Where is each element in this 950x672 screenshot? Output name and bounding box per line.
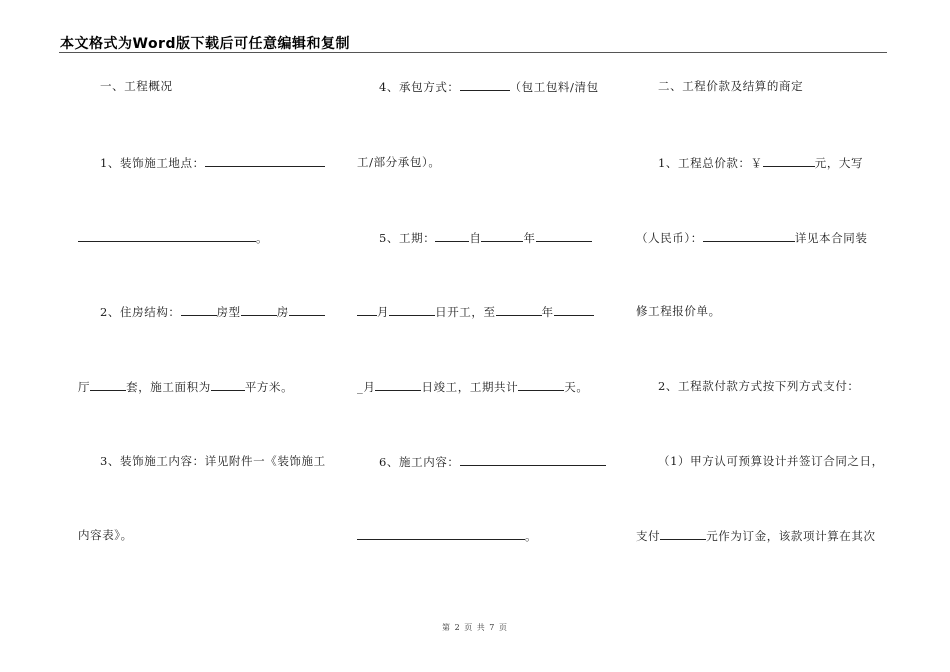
text-hall: 厅 <box>78 380 91 394</box>
text-pay: 支付 <box>636 529 661 543</box>
blank-construction-content <box>460 454 606 466</box>
field-label: 5、工期： <box>379 231 436 245</box>
blank-location-cont <box>78 230 256 242</box>
field-contract-method <box>357 79 599 94</box>
page-number: 第 2 页 共 7 页 <box>442 623 508 632</box>
field-payment-term-1: （1）甲方认可预算设计并签订合同之日， <box>658 454 884 468</box>
blank-end-month <box>554 304 594 316</box>
text-yuan-capital: 元，大写 <box>814 156 864 170</box>
blank-month-lead <box>357 304 377 316</box>
field-construction-content-continued <box>357 528 537 543</box>
text-contract-options: （包工包料/清包 <box>509 80 599 94</box>
text-area-label: 套，施工面积为 <box>126 380 211 394</box>
blank-construction-content-cont <box>357 528 525 540</box>
text-room-type: 房型 <box>216 305 241 319</box>
text-start-to: 日开工，至 <box>435 305 496 319</box>
field-construction-content <box>357 454 606 469</box>
blank-start-month <box>536 230 592 242</box>
blank-start-day <box>389 304 435 316</box>
field-payment-term-1-continued <box>636 528 876 543</box>
blank-end-year <box>496 304 542 316</box>
field-total-price <box>636 155 863 170</box>
text-year: 年 <box>523 231 536 245</box>
text-from: 自 <box>469 231 482 245</box>
blank-contract-method <box>460 79 510 91</box>
blank-location <box>205 155 325 167</box>
field-location-continued <box>78 230 268 245</box>
punctuation: 。 <box>525 529 538 543</box>
text-days: 天。 <box>564 380 589 394</box>
field-label: 1、装饰施工地点： <box>100 156 205 170</box>
field-contract-method-continued: 工/部分承包）。 <box>357 155 441 169</box>
blank-total-price <box>763 155 815 167</box>
blank-area <box>211 379 245 391</box>
section-heading-project-overview: 一、工程概况 <box>100 79 173 93</box>
blank-duration <box>435 230 469 242</box>
text-sqm: 平方米。 <box>244 380 294 394</box>
field-payment-method: 2、工程款付款方式按下列方式支付： <box>658 379 860 393</box>
blank-total-days <box>518 379 564 391</box>
text-year: 年 <box>541 305 554 319</box>
column-left <box>78 0 328 672</box>
text-room: 房 <box>276 305 289 319</box>
field-decoration-content-continued: 内容表》。 <box>78 528 133 542</box>
field-label: 2、住房结构： <box>100 305 181 319</box>
field-decoration-location <box>78 155 325 170</box>
punctuation: 。 <box>256 231 269 245</box>
blank-end-day <box>375 379 421 391</box>
blank-bedrooms <box>241 304 277 316</box>
header-title: 本文格式为Word版下载后可任意编辑和复制 <box>60 36 350 52</box>
section-heading-payment-settlement: 二、工程价款及结算的商定 <box>658 79 804 93</box>
blank-deposit-amount <box>660 528 706 540</box>
column-middle <box>357 0 607 672</box>
blank-sets <box>90 379 126 391</box>
field-housing-structure <box>78 304 325 319</box>
field-schedule-continued <box>357 304 594 319</box>
text-month: _月 <box>357 380 376 394</box>
field-label: 1、工程总价款：￥ <box>658 156 763 170</box>
field-schedule <box>357 230 592 245</box>
blank-rooms <box>181 304 217 316</box>
field-total-price-continued: 修工程报价单。 <box>636 304 721 318</box>
text-total-days-label: 日竣工，工期共计 <box>421 380 519 394</box>
field-total-price-rmb <box>636 230 867 245</box>
field-schedule-end <box>357 379 588 394</box>
text-deposit-desc: 元作为订金，该款项计算在其次 <box>706 529 876 543</box>
text-see-contract: 详见本合同装 <box>794 231 868 245</box>
field-label: 6、施工内容： <box>379 455 460 469</box>
field-housing-continued <box>78 379 293 394</box>
blank-start-year <box>481 230 523 242</box>
text-rmb-label: （人民币）： <box>636 231 703 245</box>
blank-rmb-amount <box>703 230 795 242</box>
field-label: 4、承包方式： <box>379 80 460 94</box>
field-decoration-content: 3、装饰施工内容：详见附件一《装饰施工 <box>100 454 326 468</box>
column-right <box>636 0 882 672</box>
blank-halls <box>289 304 325 316</box>
text-month: 月 <box>377 305 390 319</box>
